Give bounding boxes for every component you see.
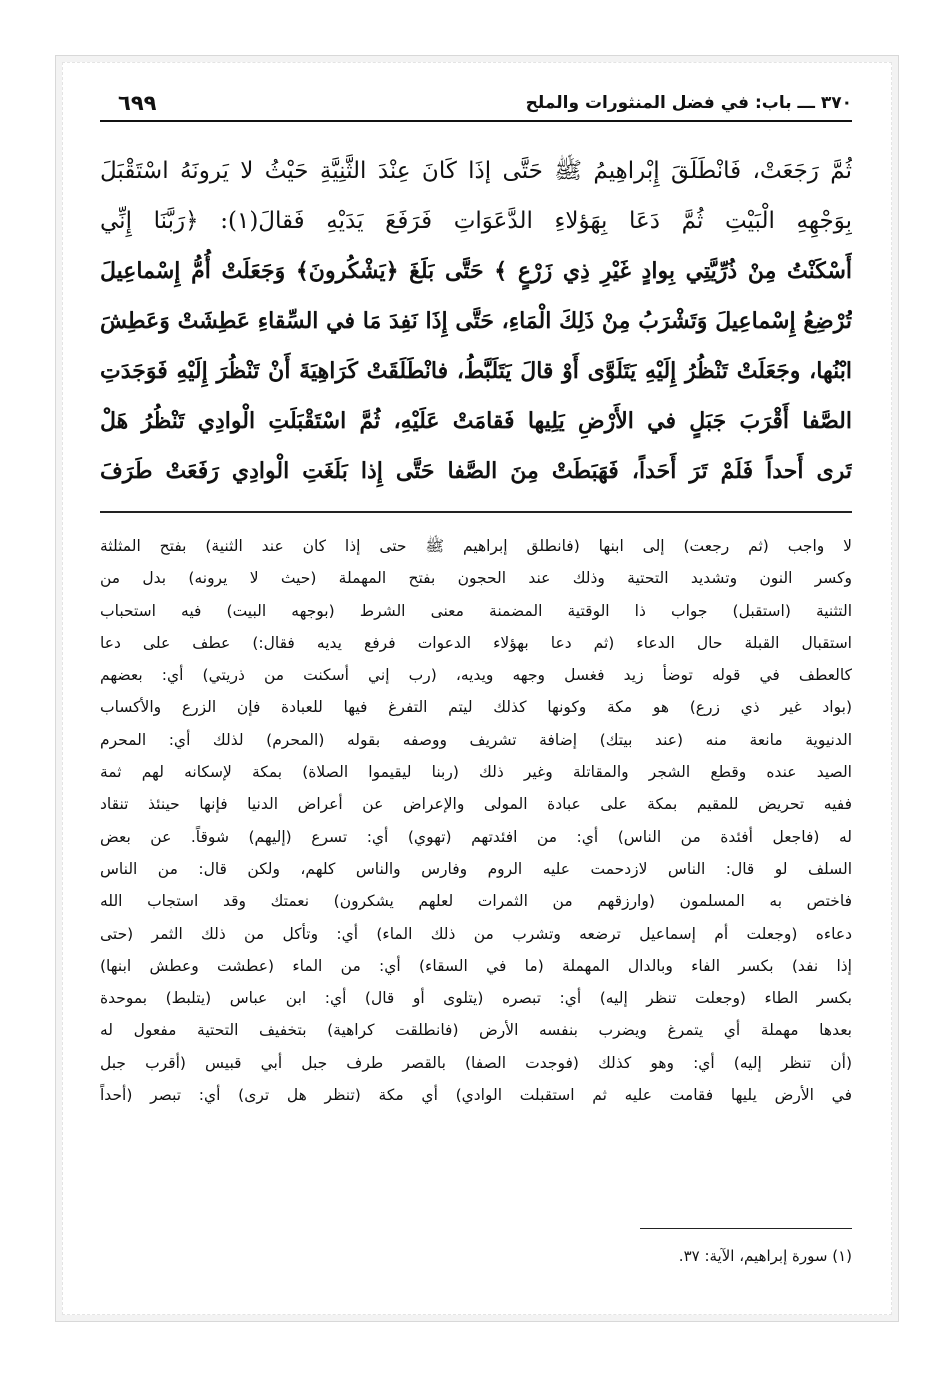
book-page <box>100 80 852 1300</box>
commentary-line: وكسر النون وتشديد التحتية وذلك عند الحجون بفتح المهملة (حيث لا يرونه) بدل من <box>100 569 852 588</box>
hadith-line: تَرى أَحداً فَلَمْ تَرَ أَحَداً، فَهَبَطَتْ مِنَ الصَّفا حَتَّى إِذا بَلَغَتِ الْوادِي رَفَعَتْ طَرَفَ <box>100 458 852 484</box>
footnote: (١) سورة إبراهيم، الآية: ٣٧. <box>678 1247 852 1265</box>
commentary-line: السلف لو قال: الناس لازدحمت عليه الروم وفارس والناس كلهم، ولكن قال: من الناس <box>100 859 852 878</box>
commentary-line: فاختص به المسلمون (وارزقهم من الثمرات لعلهم يشكرون) نعمتك وقد استجاب الله <box>100 892 852 911</box>
commentary-line: الدنيوية مانعة منه (عند بيتك) إضافة تشريف ووصفه بقوله (المحرم) لذلك أي: المحرم <box>100 730 852 749</box>
commentary-line: التثنية (استقبل) جواب ذا الوقتية المضمنة معنى الشرط (بوجهه البيت) فيه استحباب <box>100 601 852 620</box>
hadith-line: ابْنُها، وجَعَلَتْ تَنْظُرُ إِلَيْهِ يَتَلَوَّى أَوْ قالَ يَتَلَبَّطُ، فانْطَلَقَتْ كَرَاهِيَةَ أَنْ تَنْظُرَ إِلَيْهِ فَوَجَدَتِ <box>100 358 852 384</box>
commentary-line: لا واجب (ثم رجعت) إلى ابنها (فانطلق إبراهيم ﷺ حتى إذا كان عند الثنية) بفتح المثلثة <box>100 537 852 555</box>
running-title: ٣٧٠ ـــ باب: في فضل المنثورات والملح <box>525 93 852 113</box>
hadith-line: الصَّفا أَقْرَبَ جَبَلٍ في الأَرْضِ يَلِيها فَقامَتْ عَلَيْهِ، ثُمَّ اسْتَقْبَلَتِ الْوادِي تَنْظُرُ هَلْ <box>100 408 852 434</box>
text-commentary-separator <box>100 511 852 513</box>
commentary-line: (أن تنظر إليه) أي: وهو كذلك (فوجدت الصفا) بالقصر طرف جبل أبي قبيس (أقرب جبل <box>100 1053 852 1072</box>
commentary-line: الصيد عنده وقطع الشجر والمقاتلة وغير ذلك (ربنا ليقيموا الصلاة) بمكة لإسكانه لهم ثمة <box>100 763 852 782</box>
commentary-line: (بواد غير ذي زرع) هو مكة وكونها كذلك ليتم التفرغ فيها للعبادة فإن الزرع والأكساب <box>100 698 852 717</box>
hadith-line: تُرْضِعُ إِسْماعِيلَ وَتَشْرَبُ مِنْ ذَلِكَ الْمَاءِ، حَتَّى إِذَا نَفِدَ مَا في السِّقاءِ عَطِشَتْ وَعَطِشَ <box>100 308 852 334</box>
commentary-line: ففيه تحريض للمقيم بمكة على عبادة المولى والإعراض عن أعراض الدنيا فإنها حينئذ تنقاد <box>100 795 852 814</box>
header-rule <box>100 120 852 122</box>
commentary-line: استقبال القبلة حال الدعاء (ثم دعا بهؤلاء الدعوات فرفع يديه فقال:) عطف على دعا <box>100 633 852 652</box>
commentary-line: دعاءه (وجعلت أم إسماعيل ترضعه وتشرب من ذلك الماء) أي: وتأكل من ذلك الثمر (حتى <box>100 924 852 943</box>
commentary-line: بعدها مهملة أي يتمرغ ويضرب بنفسه الأرض (فانطلقت كراهية) بتخفيف التحتية مفعول له <box>100 1021 852 1040</box>
page-header <box>100 88 852 122</box>
hadith-text <box>100 146 852 496</box>
hadith-line: بِوَجْهِهِ الْبَيْتِ ثُمَّ دَعَا بِهَؤلاءِ الدَّعَوَاتِ فَرَفَعَ يَدَيْهِ فَقالَ(١): ﴿رَبَّنَا إِنِّي <box>100 208 852 234</box>
commentary-text <box>100 530 852 1111</box>
hadith-line: ثُمَّ رَجَعَتْ، فَانْطَلَقَ إِبْراهِيمُ ﷺ حَتَّى إذَا كَانَ عِنْدَ الثَّنِيَّةِ حَيْثُ لا يَرونَهُ اسْتَقْبَلَ <box>100 158 852 184</box>
commentary-line: بكسر الطاء (وجعلت تنظر إليه) أي: تبصره (يتلوى أو قال) أي: ابن عباس (يتلبط) بموحدة <box>100 989 852 1008</box>
hadith-line: أَسْكَنْتُ مِنْ ذُرِّيَّتِي بِوادٍ غَيْرِ ذِي زَرْعٍ ﴾ حَتَّى بَلَغَ ﴿يَشْكُرونَ﴾ وَجَعَلَتْ أُمُّ إِسْماعِيلَ <box>100 258 852 284</box>
commentary-line: له (فاجعل أفئدة من الناس) أي: من افئدتهم (تهوي) أي: تسرع (إليهم) شوقاً. عن بعض <box>100 827 852 846</box>
commentary-line: في الأرض يليها فقامت عليه ثم استقبلت الوادي) أي مكة (تنظر هل ترى) أي: تبصر (أحداً <box>100 1086 852 1105</box>
footnote-rule <box>640 1228 852 1229</box>
commentary-line: إذا نفد) بكسر الفاء وبالدال المهملة (ما في السقاء) أي: من الماء (عطشت وعطش ابنها) <box>100 956 852 975</box>
commentary-line: كالعطف في قوله توضأ زيد فغسل وجهه ويديه، (رب إني أسكنت من ذريتي) أي: بعضهم <box>100 666 852 685</box>
page-number: ٦٩٩ <box>118 91 157 115</box>
